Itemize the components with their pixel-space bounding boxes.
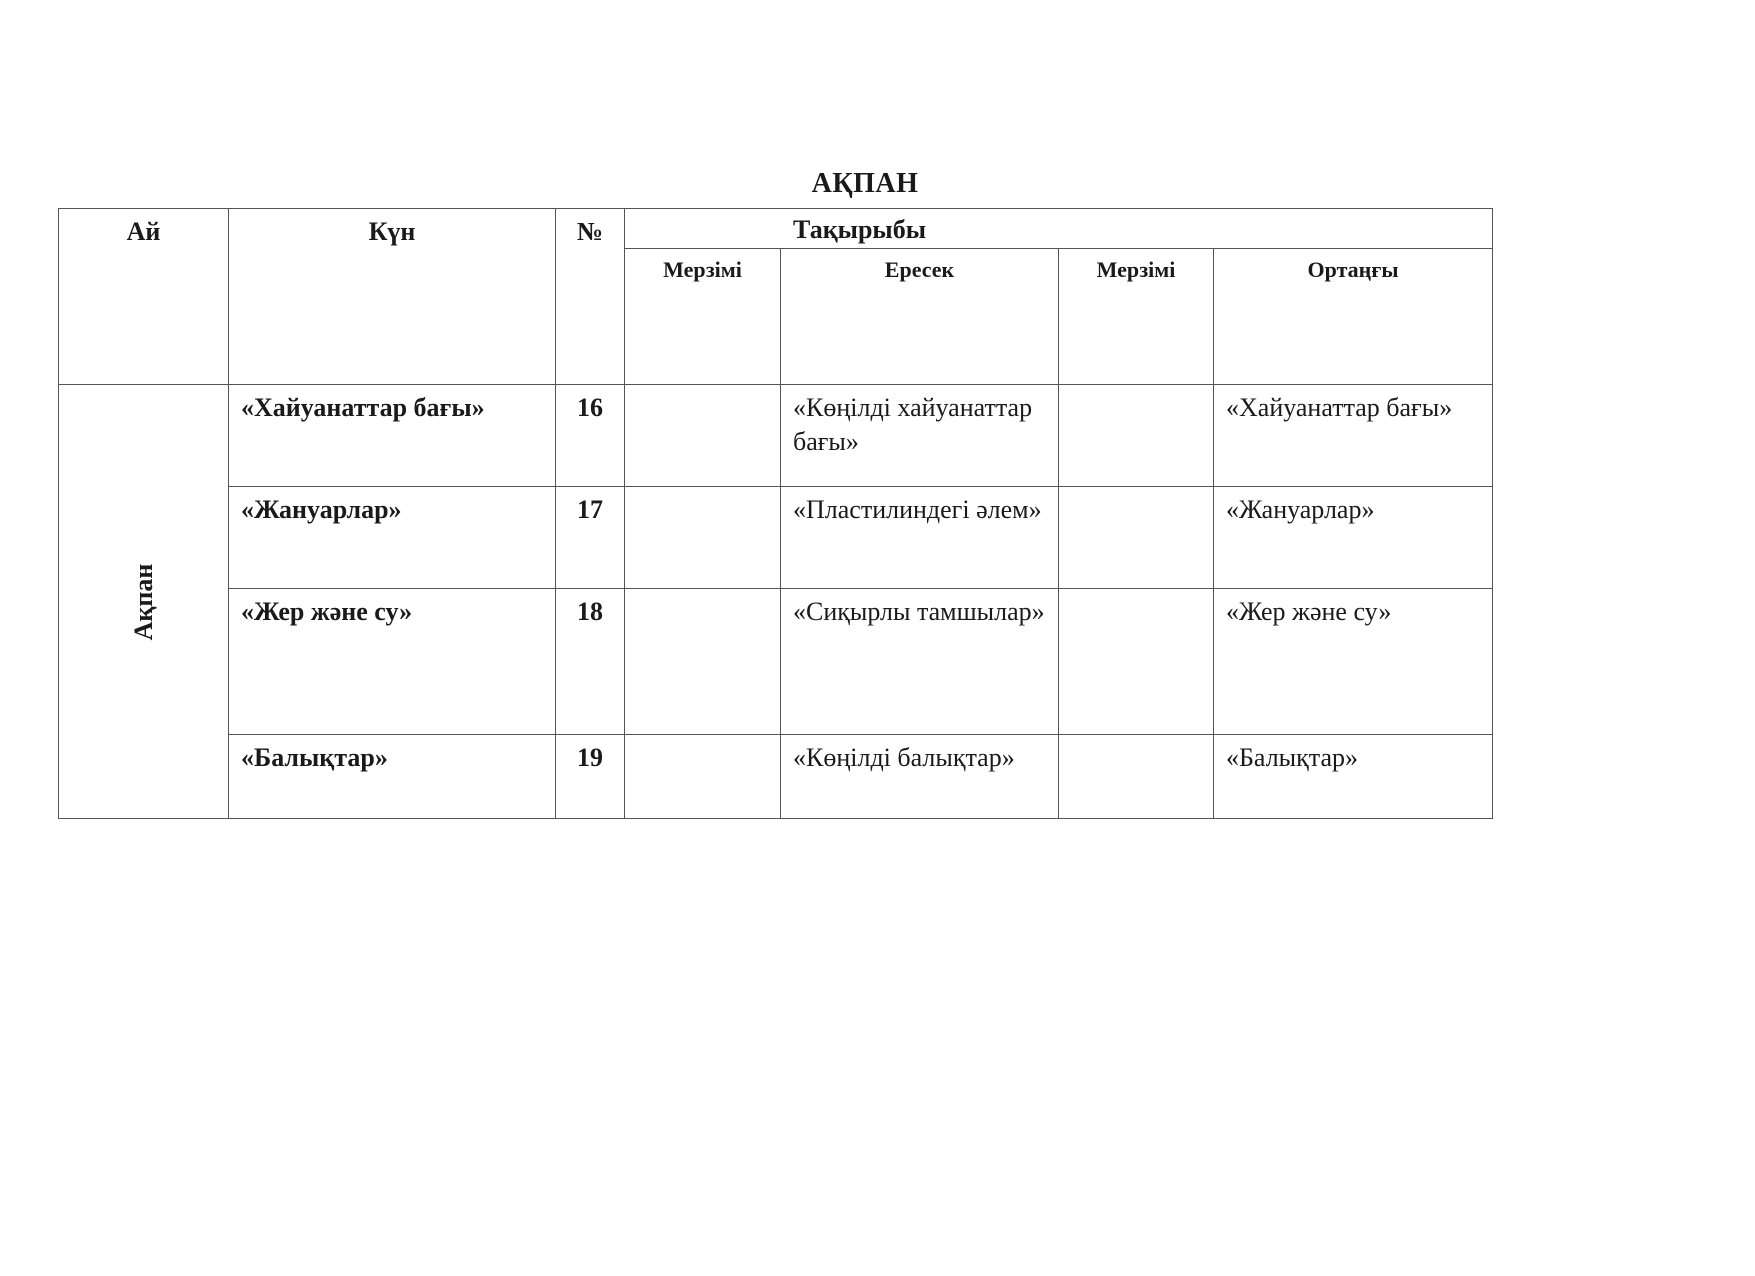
- period-2-cell: [1059, 589, 1214, 735]
- table-row: [59, 487, 1493, 589]
- day-cell: «Балықтар»: [229, 735, 556, 819]
- middle-cell: «Балықтар»: [1214, 735, 1493, 819]
- header-month: Ай: [59, 209, 229, 385]
- period-2-cell: [1059, 487, 1214, 589]
- senior-cell: «Көңілді балықтар»: [781, 735, 1059, 819]
- period-1-cell: [625, 487, 781, 589]
- header-middle: Ортаңғы: [1214, 249, 1493, 385]
- number-cell: 19: [556, 735, 625, 819]
- header-row-top: [59, 209, 1493, 249]
- table-row: [59, 589, 1493, 735]
- header-day: Күн: [229, 209, 556, 385]
- header-topic: Тақырыбы: [625, 209, 1493, 249]
- period-1-cell: [625, 385, 781, 487]
- header-period-2: Мерзімі: [1059, 249, 1214, 385]
- header-period-1: Мерзімі: [625, 249, 781, 385]
- table-row: [59, 735, 1493, 819]
- period-1-cell: [625, 735, 781, 819]
- middle-cell: «Жануарлар»: [1214, 487, 1493, 589]
- number-cell: 16: [556, 385, 625, 487]
- header-senior: Ересек: [781, 249, 1059, 385]
- month-cell: [59, 385, 229, 819]
- day-cell: «Жер және су»: [229, 589, 556, 735]
- number-cell: 17: [556, 487, 625, 589]
- period-1-cell: [625, 589, 781, 735]
- period-2-cell: [1059, 735, 1214, 819]
- page-title: АҚПАН: [811, 168, 919, 199]
- senior-cell: «Көңілді хайуанаттар бағы»: [781, 385, 1059, 487]
- senior-cell: «Пластилиндегі әлем»: [781, 487, 1059, 589]
- middle-cell: «Жер және су»: [1214, 589, 1493, 735]
- senior-cell: «Сиқырлы тамшылар»: [781, 589, 1059, 735]
- day-cell: «Жануарлар»: [229, 487, 556, 589]
- number-cell: 18: [556, 589, 625, 735]
- schedule-table: [58, 208, 1493, 819]
- month-label: Ақпан: [128, 563, 158, 640]
- table-row: [59, 385, 1493, 487]
- day-cell: «Хайуанаттар бағы»: [229, 385, 556, 487]
- period-2-cell: [1059, 385, 1214, 487]
- middle-cell: «Хайуанаттар бағы»: [1214, 385, 1493, 487]
- header-number: №: [556, 209, 625, 385]
